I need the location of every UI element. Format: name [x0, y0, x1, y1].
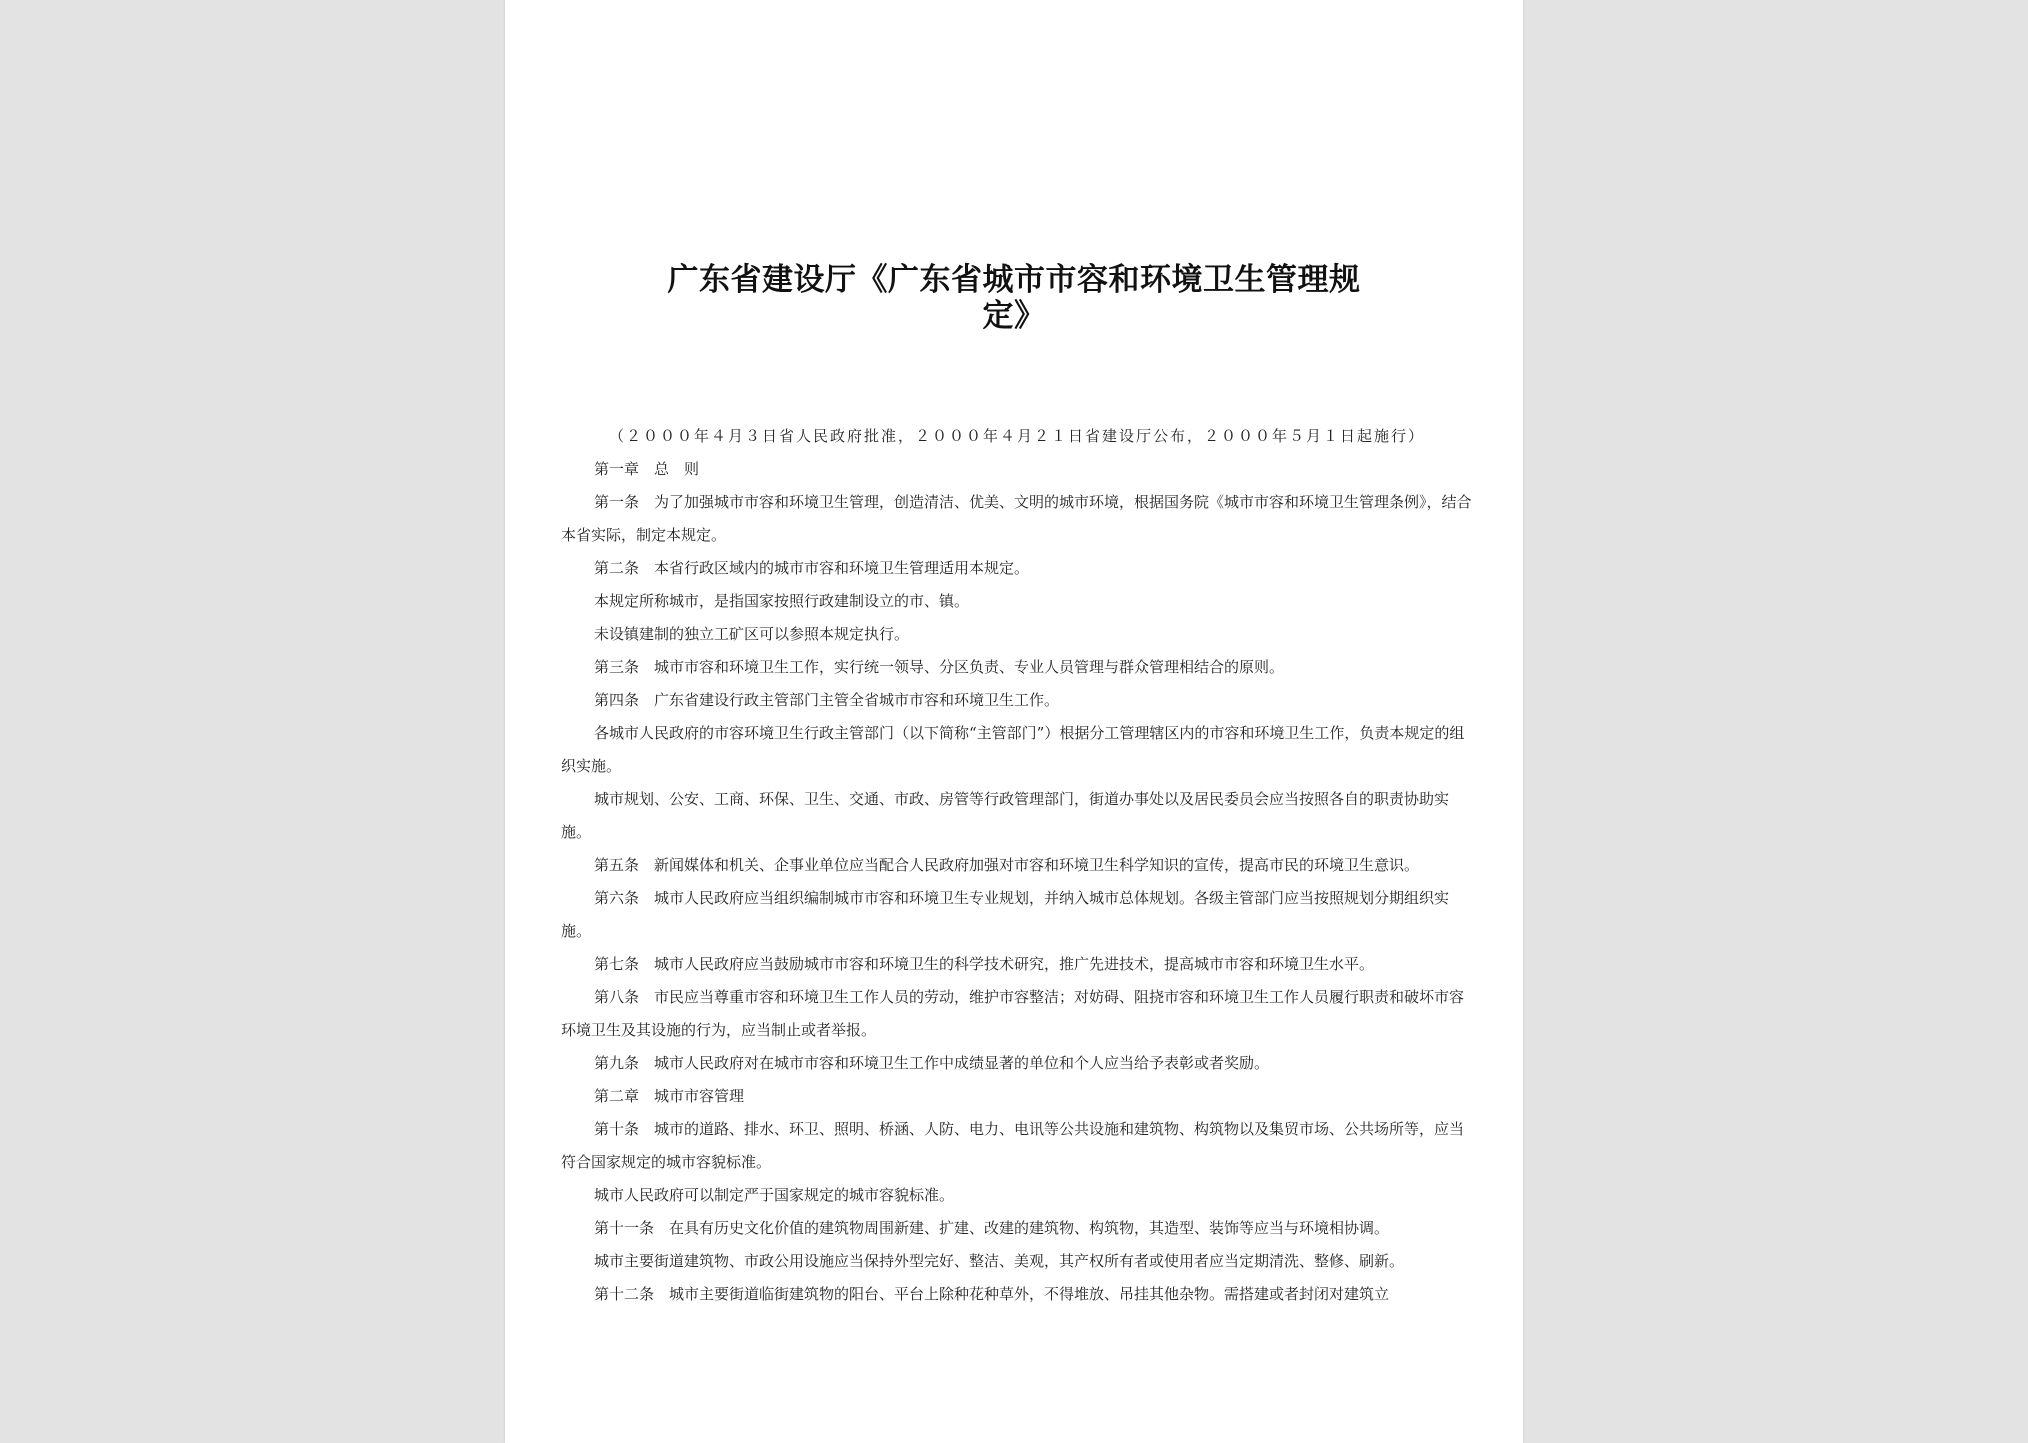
paragraph: 城市人民政府可以制定严于国家规定的城市容貌标准。 [594, 1186, 955, 1204]
paragraph: 第二条 本省行政区域内的城市市容和环境卫生管理适用本规定。 [594, 559, 1030, 577]
paragraph: 第三条 城市市容和环境卫生工作，实行统一领导、分区负责、专业人员管理与群众管理相结合的原则。 [594, 658, 1285, 676]
paragraph: 城市规划、公安、工商、环保、卫生、交通、市政、房管等行政管理部门，街道办事处以及居民委员会应当按照各自的职责协助实施。 [561, 790, 1450, 841]
paragraph: 第二章 城市市容管理 [594, 1087, 745, 1105]
title-line-1: 广东省建设厅《广东省城市市容和环境卫生管理规 [667, 262, 1361, 298]
paragraph: 第一章 总 则 [594, 460, 700, 478]
paragraph: 第十二条 城市主要街道临街建筑物的阳台、平台上除种花种草外，不得堆放、吊挂其他杂物。需搭建或者封闭对建筑立 [594, 1285, 1390, 1303]
document-title [545, 262, 1483, 334]
title-line-2: 定》 [982, 298, 1046, 334]
document-page [505, 0, 1523, 1443]
document-body [561, 420, 1473, 1311]
paragraph: 第六条 城市人民政府应当组织编制城市市容和环境卫生专业规划，并纳入城市总体规划。各级主管部门应当按照规划分期组织实施。 [561, 889, 1450, 940]
paragraph: 第五条 新闻媒体和机关、企事业单位应当配合人民政府加强对市容和环境卫生科学知识的宣传，提高市民的环境卫生意识。 [594, 856, 1420, 874]
paragraph-list [561, 453, 1473, 1311]
paragraph: 第十一条 在具有历史文化价值的建筑物周围新建、扩建、改建的建筑物、构筑物，其造型、装饰等应当与环境相协调。 [594, 1219, 1390, 1237]
paragraph: 城市主要街道建筑物、市政公用设施应当保持外型完好、整洁、美观，其产权所有者或使用者应当定期清洗、整修、刷新。 [594, 1252, 1405, 1270]
paragraph: 第八条 市民应当尊重市容和环境卫生工作人员的劳动，维护市容整洁；对妨碍、阻挠市容和环境卫生工作人员履行职责和破坏市容环境卫生及其设施的行为，应当制止或者举报。 [561, 988, 1465, 1039]
paragraph: 第九条 城市人民政府对在城市市容和环境卫生工作中成绩显著的单位和个人应当给予表彰或者奖励。 [594, 1054, 1270, 1072]
paragraph: 未设镇建制的独立工矿区可以参照本规定执行。 [594, 625, 910, 643]
paragraph: 第一条 为了加强城市市容和环境卫生管理，创造清洁、优美、文明的城市环境，根据国务院《城市市容和环境卫生管理条例》，结合本省实际，制定本规定。 [561, 493, 1472, 544]
document-subtitle: （２０００年４月３日省人民政府批准，２０００年４月２１日省建设厅公布，２０００年５月１日起施行） [608, 427, 1425, 445]
paragraph: 第四条 广东省建设行政主管部门主管全省城市市容和环境卫生工作。 [594, 691, 1060, 709]
paragraph: 第十条 城市的道路、排水、环卫、照明、桥涵、人防、电力、电讯等公共设施和建筑物、构筑物以及集贸市场、公共场所等，应当符合国家规定的城市容貌标准。 [561, 1120, 1465, 1171]
paragraph: 各城市人民政府的市容环境卫生行政主管部门（以下简称“主管部门”）根据分工管理辖区内的市容和环境卫生工作，负责本规定的组织实施。 [561, 724, 1465, 775]
paragraph: 第七条 城市人民政府应当鼓励城市市容和环境卫生的科学技术研究，推广先进技术，提高城市市容和环境卫生水平。 [594, 955, 1375, 973]
paragraph: 本规定所称城市，是指国家按照行政建制设立的市、镇。 [594, 592, 970, 610]
